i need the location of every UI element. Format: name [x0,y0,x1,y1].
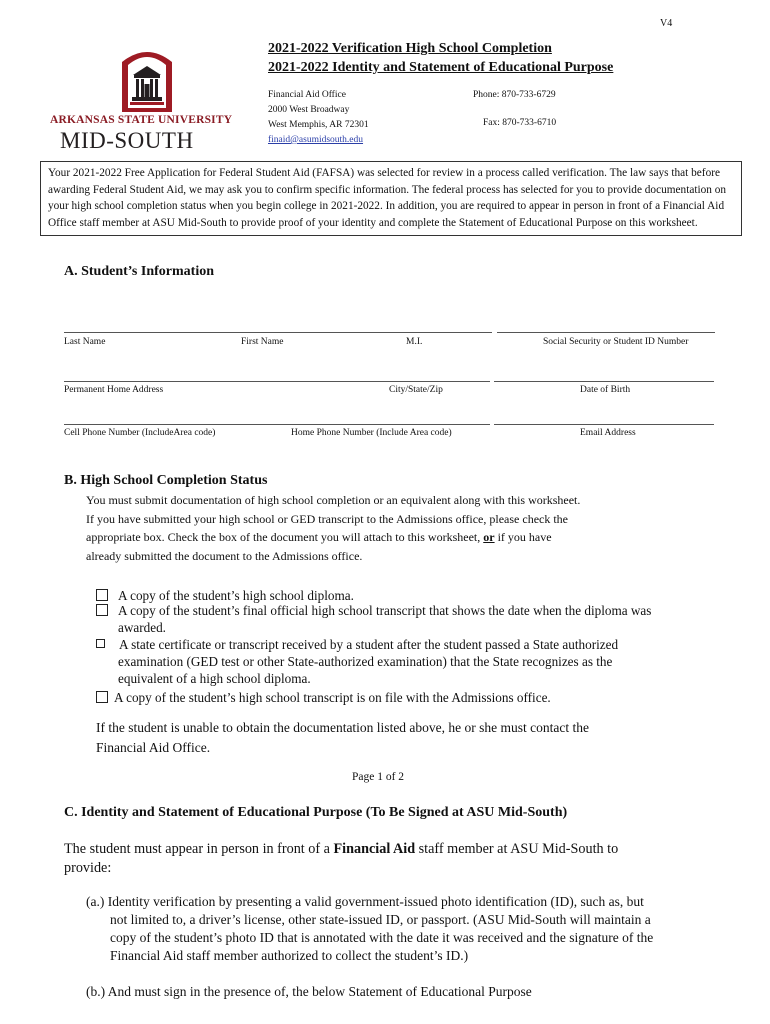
option-label: A copy of the student’s high school transcript is on file with the Admissions office. [114,690,551,705]
form-title-line-1: 2021-2022 Verification High School Completion [268,41,552,56]
item-a-line: copy of the student’s photo ID that is annotated with the date it was received and the signature of the [110,930,654,945]
section-c-intro [64,840,744,878]
transcript-checkbox[interactable] [96,604,108,616]
intro-text: The student must appear in person in front of a [64,841,334,857]
option-label: A copy of the student’s final official high school transcript that shows the date when the diploma was [118,603,652,618]
middle-initial-label: M.I. [406,337,423,347]
section-c-intro-line [64,840,744,859]
office-phone: Phone: 870-733-6729 [473,90,556,100]
intro-text: staff member at ASU Mid-South to [415,841,619,857]
version-label: V4 [660,18,673,29]
office-city: West Memphis, AR 72301 [268,120,369,130]
section-a-heading: A. Student’s Information [64,264,214,279]
option-state-certificate[interactable] [96,636,756,687]
intro-line [86,528,746,547]
university-logo [50,44,245,154]
office-name: Financial Aid Office [268,90,346,100]
office-street: 2000 West Broadway [268,105,350,115]
unable-note-line: Financial Aid Office. [96,740,211,755]
form-title-line-2: 2021-2022 Identity and Statement of Educational Purpose [268,60,614,75]
home-address-label: Permanent Home Address [64,385,164,395]
item-a [86,893,746,965]
name-line[interactable] [64,332,492,333]
dob-label: Date of Birth [580,385,631,395]
option-label-cont: equivalent of a high school diploma. [118,671,311,686]
address-line[interactable] [64,381,490,382]
email-label: Email Address [580,428,636,438]
office-address [268,88,369,148]
cell-phone-label: Cell Phone Number (IncludeArea code) [64,428,216,438]
phone-line[interactable] [64,424,490,425]
item-b: (b.) And must sign in the presence of, the below Statement of Educational Purpose [86,984,532,999]
option-transcript[interactable] [96,602,756,636]
verification-notice: Your 2021-2022 Free Application for Federal Student Aid (FAFSA) was selected for review in a process called verification. The law says that before awarding Federal Student Aid, we may ask you to confirm specific information. The federal process has selected for you to provide documentation on your high school completion status when you begin college in 2021-2022. In addition, you are required to appear in person in front of a Financial Aid Office staff member at ASU Mid-South to provide proof of your identity and complete the Statement of Educational Purpose on this worksheet. [40,161,742,236]
section-b-heading: B. High School Completion Status [64,473,268,488]
dob-line[interactable] [494,381,714,382]
intro-line: already submitted the document to the Admissions office. [86,548,363,563]
on-file-checkbox[interactable] [96,691,108,703]
unable-note-line: If the student is unable to obtain the documentation listed above, he or she must contact the [96,720,590,735]
city-state-zip-label: City/State/Zip [389,385,443,395]
diploma-checkbox[interactable] [96,589,108,601]
option-label-cont: awarded. [118,620,166,635]
ssn-line[interactable] [497,332,715,333]
page-number: Page 1 of 2 [352,771,405,783]
unable-note [96,718,589,758]
intro-line: If you have submitted your high school or GED transcript to the Admissions office, please check the [86,511,569,526]
item-a-line: (a.) Identity verification by presenting a valid government-issued photo identification (ID), such as, but [86,894,644,909]
option-label-cont: examination (GED test or other State-authorized examination) that the State recognizes as the [118,654,613,669]
office-fax: Fax: 870-733-6710 [483,118,557,128]
ssn-label: Social Security or Student ID Number [543,337,689,347]
section-b-intro [86,491,746,565]
logo-school-name: ARKANSAS STATE UNIVERSITY [50,114,233,126]
option-on-file[interactable] [96,689,551,706]
home-phone-label: Home Phone Number (Include Area code) [291,428,452,438]
option-label: A state certificate or transcript received by a student after the student passed a State authorized [119,637,619,652]
section-c-intro-line: provide: [64,860,112,876]
email-line[interactable] [494,424,714,425]
first-name-label: First Name [241,337,284,347]
intro-text: appropriate box. Check the box of the document you will attach to this worksheet, [86,530,484,544]
last-name-label: Last Name [64,337,106,347]
or-emphasis: or [483,530,495,544]
section-c-heading: C. Identity and Statement of Educational Purpose (To Be Signed at ASU Mid-South) [64,805,568,820]
option-label: A copy of the student’s high school diploma. [118,588,354,603]
office-email-link[interactable]: finaid@asumidsouth.edu [268,135,364,145]
item-a-line: not limited to, a driver’s license, other state-issued ID, or passport. (ASU Mid-South will maintain a [110,912,651,927]
intro-text: if you have [494,530,552,544]
intro-line: You must submit documentation of high school completion or an equivalent along with this worksheet. [86,493,581,507]
building-logo-icon [50,44,245,114]
state-certificate-checkbox[interactable] [96,639,105,648]
item-a-line: Financial Aid staff member authorized to collect the student’s ID.) [110,948,469,963]
financial-aid-emphasis: Financial Aid [333,841,416,857]
logo-campus-name: MID-SOUTH [60,128,194,153]
